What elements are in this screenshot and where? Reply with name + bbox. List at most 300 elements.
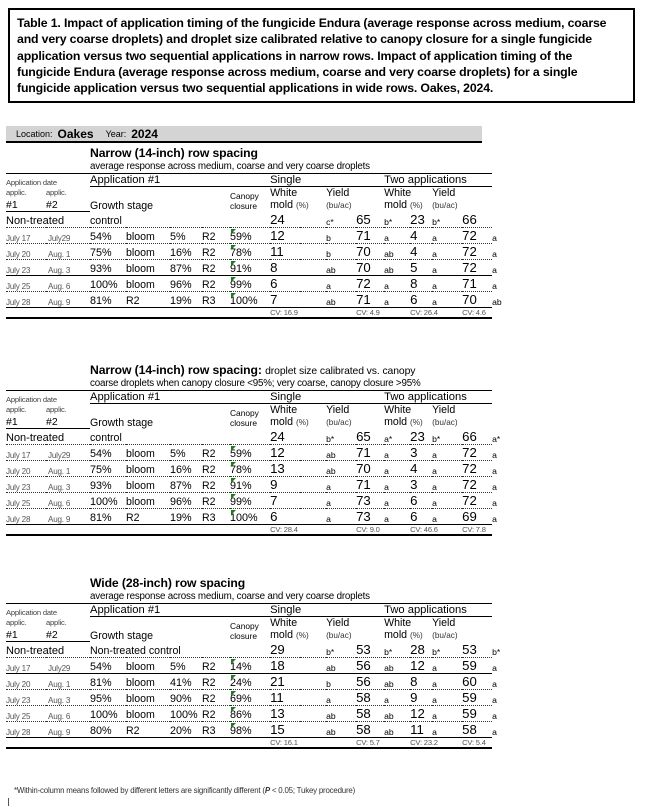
row-single-mold: 21 [270, 673, 326, 689]
table-row: July 17 July29 54% bloom 5% R2 14% 18 ab 56 ab 12 a 59 a [6, 657, 497, 673]
row-stage-1: bloom [126, 673, 170, 689]
row-pct-1: 75% [90, 460, 126, 476]
control-single-yield: 65 [356, 429, 384, 445]
header-yield-unit: (bu/ac) [432, 418, 458, 428]
row-pct-2: 5% [170, 657, 202, 673]
row-canopy-closure [230, 291, 270, 307]
header-yield: Yield [432, 404, 456, 416]
row-two-yield: 72 [462, 243, 492, 259]
row-single-mold: 6 [270, 275, 326, 291]
year-value: 2024 [131, 126, 158, 141]
row-date-1: July 20 [6, 673, 46, 689]
row-two-yield: 72 [462, 227, 492, 243]
row-pct-1: 95% [90, 689, 126, 705]
row-two-mold-letter: a [432, 259, 462, 275]
cv-row [6, 737, 492, 748]
row-two-yield: 59 [462, 657, 492, 673]
section-title [6, 363, 472, 377]
control-two-mold-letter: b* [432, 212, 462, 228]
row-pct-1: 54% [90, 227, 126, 243]
row-canopy-closure [230, 673, 270, 689]
row-stage-1: R2 [126, 721, 170, 737]
row-single-mold: 13 [270, 705, 326, 721]
row-stage-2: R2 [202, 275, 230, 291]
row-single-mold-letter: b [326, 227, 356, 243]
row-single-yield: 70 [356, 460, 384, 476]
header-single-white-mold [270, 617, 326, 642]
row-canopy-value: 91% [230, 262, 252, 275]
header-single: Single [270, 174, 384, 187]
header-single-white-mold [270, 187, 326, 212]
section-title-main: Narrow (14-inch) row spacing [90, 146, 258, 160]
section-wide-average [6, 576, 501, 749]
control-label-2: Non-treated control [90, 642, 230, 658]
row-stage-1: bloom [126, 476, 170, 492]
comment-flag-icon [231, 675, 236, 680]
row-single-mold-letter: ab [326, 721, 356, 737]
year-label: Year: [105, 128, 127, 139]
location-label: Location: [16, 128, 53, 139]
section-title-suffix: droplet size calibrated vs. canopy [265, 366, 416, 377]
header-application-1: Application #1 [90, 174, 270, 187]
row-canopy-closure [230, 721, 270, 737]
row-date-2: Aug. 1 [46, 243, 90, 259]
cv-single-yield: CV: 4.9 [356, 307, 410, 318]
header-mold-unit: (%) [295, 418, 309, 428]
control-single-yield-letter: b* [384, 642, 410, 658]
row-two-mold: 5 [410, 259, 432, 275]
row-two-mold-letter: a [432, 492, 462, 508]
row-stage-1: R2 [126, 508, 170, 524]
cv-two-yield: CV: 5.4 [462, 737, 492, 748]
cv-two-yield: CV: 4.6 [462, 307, 492, 318]
row-single-yield: 72 [356, 275, 384, 291]
row-pct-2: 19% [170, 291, 202, 307]
row-single-yield: 58 [356, 705, 384, 721]
header-num-1: #1 [6, 197, 46, 212]
row-single-mold-letter: a [326, 689, 356, 705]
control-two-mold: 28 [410, 642, 432, 658]
row-single-yield-letter: ab [384, 721, 410, 737]
row-single-yield: 58 [356, 689, 384, 705]
header-closure: closure [230, 417, 257, 428]
row-canopy-value: 99% [230, 495, 252, 508]
footnote-p-symbol: P [264, 786, 270, 795]
section-title [6, 146, 472, 160]
control-single-mold: 24 [270, 212, 326, 228]
row-two-mold: 4 [410, 460, 432, 476]
header-canopy: Canopy [230, 620, 259, 631]
table-header-row-2 [6, 404, 492, 415]
row-pct-2: 5% [170, 444, 202, 460]
comment-flag-icon [231, 245, 236, 250]
row-pct-2: 90% [170, 689, 202, 705]
row-date-2: July29 [46, 657, 90, 673]
row-two-mold-letter: a [432, 657, 462, 673]
data-table [6, 390, 501, 536]
table-header-row-1 [6, 174, 492, 187]
row-stage-1: bloom [126, 259, 170, 275]
table-row: July 20 Aug. 1 75% bloom 16% R2 78% 11 b 70 ab 4 a 72 a [6, 243, 497, 259]
header-yield-unit: (bu/ac) [326, 418, 352, 428]
row-pct-2: 19% [170, 508, 202, 524]
row-stage-1: bloom [126, 243, 170, 259]
row-single-mold: 18 [270, 657, 326, 673]
row-canopy-value: 86% [230, 708, 252, 721]
header-mold-unit: (%) [410, 418, 423, 428]
header-yield: Yield [326, 187, 350, 199]
row-single-mold: 7 [270, 291, 326, 307]
row-two-mold: 8 [410, 673, 432, 689]
header-closure: closure [230, 630, 257, 641]
row-single-mold-letter: ab [326, 259, 356, 275]
header-mold: mold [384, 199, 408, 212]
row-single-yield-letter: a [384, 275, 410, 291]
table-row: July 28 Aug. 9 81% R2 19% R3 100% 7 ab 71 a 6 a 70 ab [6, 291, 502, 307]
cv-spacer [6, 524, 270, 535]
header-yield: Yield [326, 617, 350, 629]
row-date-2: July29 [46, 227, 90, 243]
row-canopy-closure [230, 227, 270, 243]
row-single-yield: 71 [356, 444, 384, 460]
row-pct-2: 16% [170, 460, 202, 476]
row-canopy-closure [230, 705, 270, 721]
row-pct-1: 54% [90, 657, 126, 673]
header-two-yield [432, 617, 492, 642]
row-canopy-value: 59% [230, 230, 252, 243]
header-canopy-closure [230, 617, 270, 642]
row-single-yield-letter: a [384, 689, 410, 705]
row-pct-1: 81% [90, 508, 126, 524]
row-pct-2: 41% [170, 673, 202, 689]
row-two-yield: 72 [462, 259, 492, 275]
row-pct-2: 100% [170, 705, 202, 721]
row-canopy-closure [230, 492, 270, 508]
location-year-bar [6, 126, 482, 143]
section-subtitle: coarse droplets when canopy closure <95%; very coarse, canopy closure >95% [90, 378, 421, 389]
table-caption-text: Table 1. Impact of application timing of the fungicide Endura (average response across medium, coarse and very coarse droplets) and droplet size calibrated relative to canopy closure for a single fungicide application versus two sequential applications in narrow rows. Impact of application timing of the fungicide Endura (average response across medium, coarse and very coarse droplets) for a single fungicide application versus two sequential applications in wide rows. Oakes, 2024. [17, 16, 607, 96]
header-application-date: Application date [6, 391, 90, 404]
row-date-1: July 25 [6, 275, 46, 291]
row-two-yield: 72 [462, 460, 492, 476]
header-mold: mold [384, 629, 408, 642]
header-num-1: #1 [6, 627, 46, 642]
header-growth-stage: Growth stage [90, 629, 154, 642]
header-mold-unit: (%) [410, 201, 423, 211]
row-two-yield: 59 [462, 689, 492, 705]
row-two-mold: 11 [410, 721, 432, 737]
row-canopy-value: 59% [230, 447, 252, 460]
comment-flag-icon [231, 229, 236, 234]
header-mold: mold [270, 199, 294, 212]
row-two-mold: 6 [410, 508, 432, 524]
row-stage-2: R2 [202, 259, 230, 275]
row-two-mold-letter: a [432, 508, 462, 524]
row-two-mold: 3 [410, 444, 432, 460]
row-single-yield: 70 [356, 259, 384, 275]
row-date-1: July 28 [6, 721, 46, 737]
row-two-mold-letter: a [432, 705, 462, 721]
header-white: White [384, 617, 412, 629]
row-date-2: Aug. 3 [46, 476, 90, 492]
header-application-date: Application date [6, 174, 90, 187]
header-single: Single [270, 391, 384, 404]
cv-single-mold: CV: 16.9 [270, 307, 356, 318]
row-canopy-value: 91% [230, 479, 252, 492]
data-table [6, 603, 501, 749]
table-row: July 23 Aug. 3 95% bloom 90% R2 69% 11 a 58 a 9 a 59 a [6, 689, 497, 705]
header-yield: Yield [432, 617, 456, 629]
row-stage-2: R2 [202, 460, 230, 476]
row-date-1: July 25 [6, 705, 46, 721]
header-two-applications: Two applications [384, 604, 492, 617]
comment-flag-icon [231, 659, 236, 664]
header-yield-unit: (bu/ac) [432, 631, 458, 641]
row-pct-2: 20% [170, 721, 202, 737]
row-pct-1: 93% [90, 259, 126, 275]
header-white: White [270, 617, 298, 629]
row-two-mold: 3 [410, 476, 432, 492]
control-single-yield: 65 [356, 212, 384, 228]
comment-flag-icon [231, 723, 236, 728]
control-single-mold: 24 [270, 429, 326, 445]
row-two-mold-letter: a [432, 444, 462, 460]
row-single-mold-letter: a [326, 492, 356, 508]
cv-spacer [6, 307, 270, 318]
row-two-mold-letter: a [432, 673, 462, 689]
header-applic-1: applic. [6, 618, 27, 628]
row-canopy-value: 100% [230, 511, 258, 524]
section-subtitle: average response across medium, coarse and very coarse droplets [90, 591, 370, 602]
row-single-yield-letter: a [384, 476, 410, 492]
header-two-yield [432, 187, 492, 212]
row-two-mold: 12 [410, 705, 432, 721]
row-single-yield: 70 [356, 243, 384, 259]
location-value: Oakes [57, 126, 94, 141]
control-two-mold: 23 [410, 429, 432, 445]
row-single-yield-letter: ab [384, 673, 410, 689]
comment-flag-icon [231, 446, 236, 451]
row-date-1: July 28 [6, 508, 46, 524]
row-single-yield-letter: a [384, 460, 410, 476]
row-stage-2: R3 [202, 291, 230, 307]
row-canopy-closure [230, 243, 270, 259]
row-single-yield: 73 [356, 508, 384, 524]
row-pct-2: 87% [170, 476, 202, 492]
row-pct-1: 81% [90, 673, 126, 689]
row-date-1: July 20 [6, 460, 46, 476]
header-num-2: #2 [46, 414, 90, 429]
row-canopy-value: 69% [230, 692, 252, 705]
row-single-mold-letter: a [326, 476, 356, 492]
row-stage-2: R2 [202, 492, 230, 508]
row-date-2: Aug. 3 [46, 689, 90, 705]
row-single-mold: 11 [270, 243, 326, 259]
table-row: July 25 Aug. 6 100% bloom 96% R2 99% 7 a 73 a 6 a 72 a [6, 492, 497, 508]
header-application-date: Application date [6, 604, 90, 617]
cv-two-mold: CV: 23.2 [410, 737, 462, 748]
row-pct-2: 87% [170, 259, 202, 275]
row-single-mold-letter: ab [326, 460, 356, 476]
control-canopy [230, 429, 270, 445]
table-header-row-1 [6, 604, 492, 617]
row-pct-1: 93% [90, 476, 126, 492]
header-two-applications: Two applications [384, 391, 492, 404]
row-two-mold: 4 [410, 227, 432, 243]
row-stage-2: R2 [202, 689, 230, 705]
row-single-yield-letter: a [384, 227, 410, 243]
row-canopy-closure [230, 689, 270, 705]
header-application-1: Application #1 [90, 391, 270, 404]
header-canopy-closure [230, 404, 270, 429]
control-label: Non-treated [6, 429, 90, 445]
header-two-white-mold [384, 187, 432, 212]
row-stage-2: R2 [202, 444, 230, 460]
row-date-1: July 23 [6, 476, 46, 492]
cv-single-yield: CV: 9.0 [356, 524, 410, 535]
table-row: July 17 July29 54% bloom 5% R2 59% 12 ab 71 a 3 a 72 a [6, 444, 497, 460]
control-label: Non-treated [6, 642, 90, 658]
comment-flag-icon [231, 494, 236, 499]
row-stage-1: bloom [126, 705, 170, 721]
header-yield-unit: (bu/ac) [432, 201, 458, 211]
control-two-yield: 53 [462, 642, 492, 658]
cv-two-mold: CV: 26.4 [410, 307, 462, 318]
header-growth-stage: Growth stage [90, 199, 154, 212]
row-stage-1: bloom [126, 689, 170, 705]
table-header-row-2 [6, 617, 492, 628]
row-stage-1: bloom [126, 657, 170, 673]
header-applic-1: applic. [6, 405, 27, 415]
row-date-1: July 25 [6, 492, 46, 508]
control-label-2: control [90, 212, 230, 228]
comment-flag-icon [231, 707, 236, 712]
row-date-2: Aug. 6 [46, 705, 90, 721]
row-two-mold: 8 [410, 275, 432, 291]
row-single-yield: 71 [356, 291, 384, 307]
header-two-yield [432, 404, 492, 429]
row-date-2: Aug. 1 [46, 673, 90, 689]
row-two-yield: 72 [462, 444, 492, 460]
row-two-mold-letter: a [432, 291, 462, 307]
cv-single-mold: CV: 16.1 [270, 737, 356, 748]
row-date-2: Aug. 9 [46, 721, 90, 737]
row-pct-1: 100% [90, 492, 126, 508]
row-single-mold-letter: a [326, 275, 356, 291]
control-single-yield: 53 [356, 642, 384, 658]
data-table [6, 173, 502, 319]
row-date-2: Aug. 6 [46, 275, 90, 291]
row-two-mold: 6 [410, 291, 432, 307]
row-stage-1: R2 [126, 291, 170, 307]
row-canopy-closure [230, 460, 270, 476]
row-pct-2: 5% [170, 227, 202, 243]
section-title-main: Wide (28-inch) row spacing [90, 576, 246, 590]
header-applic-2: applic. [46, 188, 67, 198]
row-stage-1: bloom [126, 275, 170, 291]
row-single-mold: 12 [270, 444, 326, 460]
row-canopy-value: 24% [230, 676, 252, 689]
header-white: White [270, 187, 298, 199]
header-yield-unit: (bu/ac) [326, 631, 352, 641]
table-row: July 17 July29 54% bloom 5% R2 59% 12 b 71 a 4 a 72 a [6, 227, 497, 243]
row-two-mold: 4 [410, 243, 432, 259]
row-date-1: July 23 [6, 689, 46, 705]
row-date-1: July 17 [6, 657, 46, 673]
row-stage-2: R3 [202, 721, 230, 737]
row-canopy-closure [230, 476, 270, 492]
row-single-yield-letter: ab [384, 243, 410, 259]
row-two-yield: 70 [462, 291, 492, 307]
row-date-2: July29 [46, 444, 90, 460]
row-canopy-value: 98% [230, 724, 252, 737]
row-single-mold: 13 [270, 460, 326, 476]
control-row: Non-treated Non-treated control 29 b* 53 b* 28 b* 53 b* [6, 641, 501, 657]
row-single-yield-letter: a [384, 444, 410, 460]
row-single-yield: 71 [356, 227, 384, 243]
row-date-2: Aug. 9 [46, 291, 90, 307]
header-closure: closure [230, 200, 257, 211]
cv-two-yield: CV: 7.8 [462, 524, 492, 535]
row-pct-2: 96% [170, 492, 202, 508]
header-num-2: #2 [46, 197, 90, 212]
row-canopy-closure [230, 444, 270, 460]
row-canopy-closure [230, 508, 270, 524]
row-canopy-value: 99% [230, 278, 252, 291]
table-row: July 20 Aug. 1 81% bloom 41% R2 24% 21 b 56 ab 8 a 60 a [6, 673, 497, 689]
header-single-yield [326, 404, 384, 429]
header-single-yield [326, 617, 384, 642]
row-single-yield-letter: a [384, 492, 410, 508]
header-two-white-mold [384, 404, 432, 429]
section-narrow-average [6, 146, 502, 319]
row-two-mold-letter: a [432, 476, 462, 492]
header-num-1: #1 [6, 414, 46, 429]
header-mold-unit: (%) [295, 201, 309, 211]
control-two-yield: 66 [462, 429, 492, 445]
row-canopy-value: 14% [230, 660, 252, 673]
header-num-2: #2 [46, 627, 90, 642]
row-two-mold: 6 [410, 492, 432, 508]
row-date-2: Aug. 1 [46, 460, 90, 476]
header-applic-1: applic. [6, 188, 27, 198]
row-two-yield: 71 [462, 275, 492, 291]
control-two-mold-letter: b* [432, 642, 462, 658]
control-two-yield: 66 [462, 212, 492, 228]
control-single-mold-letter: c* [326, 212, 356, 228]
row-single-mold: 6 [270, 508, 326, 524]
row-stage-2: R2 [202, 227, 230, 243]
row-canopy-closure [230, 259, 270, 275]
row-pct-1: 81% [90, 291, 126, 307]
row-pct-2: 16% [170, 243, 202, 259]
row-date-1: July 28 [6, 291, 46, 307]
row-stage-2: R3 [202, 508, 230, 524]
row-stage-2: R2 [202, 476, 230, 492]
row-single-yield: 56 [356, 673, 384, 689]
row-single-mold-letter: a [326, 508, 356, 524]
control-canopy [230, 642, 270, 658]
control-single-mold: 29 [270, 642, 326, 658]
row-single-mold: 9 [270, 476, 326, 492]
comment-flag-icon [231, 277, 236, 282]
row-two-yield: 69 [462, 508, 492, 524]
row-two-yield: 58 [462, 721, 492, 737]
row-two-yield: 72 [462, 476, 492, 492]
section-narrow-droplet-calibrated [6, 363, 501, 536]
header-mold: mold [270, 416, 294, 429]
footnote [14, 786, 355, 795]
